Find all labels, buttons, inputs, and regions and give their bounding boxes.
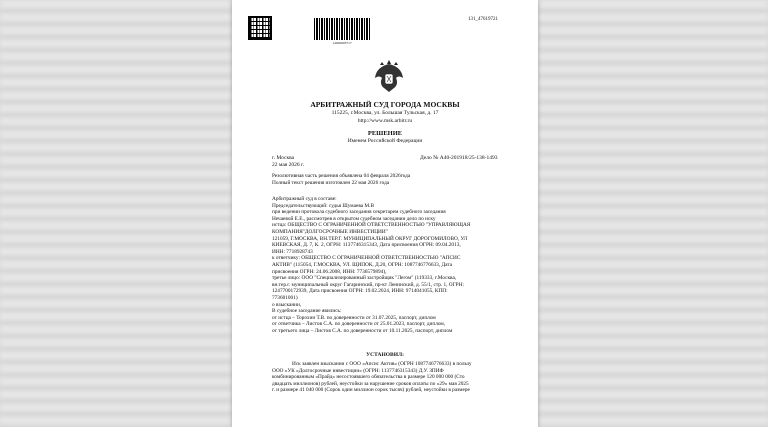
court-title: АРБИТРАЖНЫЙ СУД ГОРОДА МОСКВЫ [310,100,460,109]
established-line: ООО «УК «Долгосрочные инвестиции» (ОГРН: 1137746315343) Д.У. ЗПИФ [272,367,444,374]
court-url: http://www.msk.arbitr.ru [357,118,413,124]
body-line: истца: ОБЩЕСТВО С ОГРАНИЧЕННОЙ ОТВЕТСТВЕННОСТЬЮ "УПРАВЛЯЮЩАЯ [272,222,471,229]
body-line: 1247700172939, Дата присвоения ОГРН: 19.02.2024, ИНН: 9714041055, КПП: [272,288,448,295]
body-line: о взыскании, [272,301,302,308]
blurred-background-right [538,0,768,427]
body-line: В судебное заседание явились: [272,308,342,315]
established-title: УСТАНОВИЛ: [366,352,404,358]
decision-title: РЕШЕНИЕ [367,130,403,137]
body-line: Арбитражный суд в составе: [272,196,337,202]
body-line: вн.тер.г. муниципальный округ Гагаринский, пр-кт Ленинский, д. 55/1, стр. 1, ОГРН: [272,281,464,288]
body-line: АКТИВ" (115054, Г.МОСКВА, УЛ. ЩИПОК, Д.20, ОГРН: 1087746776633, Дата [272,261,453,268]
intro-block [272,173,518,186]
body-line: 773601001) [272,294,298,301]
document-page [232,0,538,427]
case-number: Дело № А40-201918/25-138-1493 [420,155,498,161]
body-line: от истца – Торохин Т.В. по доверенности от 31.07.2025, паспорт, диплом [272,314,436,321]
court-address: 115225, г.Москва, ул. Большая Тульская, д. 17 [331,110,439,116]
established-line: двадцать миллионов) рублей, неустойки за нарушение сроков оплаты по «29» мая 2025 [272,380,469,387]
established-block [272,361,518,394]
name-of-rf: Именем Российской Федерации [347,138,423,144]
intro-line: Резолютивная часть решения объявлена 04 февраля 2026года [272,173,411,179]
barcode [314,18,370,40]
body-line: при ведении протокола судебного заседания секретарем судебного заседания [272,209,446,216]
city: г. Москва [272,155,295,161]
barcode-number: 14020603717 [332,41,352,45]
decision-date: 22 мая 2026 г. [272,162,305,168]
established-line: комбинированным «Прайд» несостоявшего обязательства в размере 120 000 000 (Сто [272,374,465,381]
established-line: Иск заявлен взыскании с ООО «Апсис Актив» (ОГРН 1087746776633) в пользу [292,361,472,367]
body-line: Председательствующий: судья Шумаева М.В [272,202,374,209]
blurred-background-left [0,0,232,427]
established-line: г. и размере 41 040 000 (Сорок один миллион сорок тысяч) рублей, неустойки в размере [272,387,470,394]
qr-code [248,16,272,40]
body-line: третье лицо: ООО "Специализированный застройщик "Легом" (119333, г.Москва, [272,275,457,282]
body-line: присвоения ОГРН: 24.06.2008, ИНН: 7736579894), [272,268,387,275]
coat-of-arms-emblem [372,56,406,96]
intro-line: Полный текст решения изготовлен 22 мая 2026 года [272,179,390,186]
body-line: КИЕВСКАЯ, Д. 7, К. 2, ОГРН: 1137746315343, Дата присвоения ОГРН: 09.04.2013, [272,242,461,249]
body-line: ИНН: 7718928743 [272,248,313,255]
body-line: Нечаевой Е.Е., рассмотрев в открытом судебном заседании дело по иску [272,215,436,222]
body-line: от третьего лица – Листов С.А. по доверенности от 10.11.2025, паспорт, диплом [272,327,453,334]
body-line: КОМПАНИЯ"ДОЛГОСРОЧНЫЕ ИНВЕСТИЦИИ" [272,228,388,235]
body-line: 121059, Г.МОСКВА, ВН.ТЕР.Г. МУНИЦИПАЛЬНЫЙ ОКРУГ ДОРОГОМИЛОВО, УЛ [272,235,468,242]
document-code: 131_47619721 [468,17,498,22]
body-block [272,196,518,334]
body-line: от ответчика – Листов С.А. по доверенности от 25.01.2023, паспорт, диплом, [272,321,446,328]
body-line: к ответчику: ОБЩЕСТВО С ОГРАНИЧЕННОЙ ОТВЕТСТВЕННОСТЬЮ "АПСИС [272,255,461,262]
